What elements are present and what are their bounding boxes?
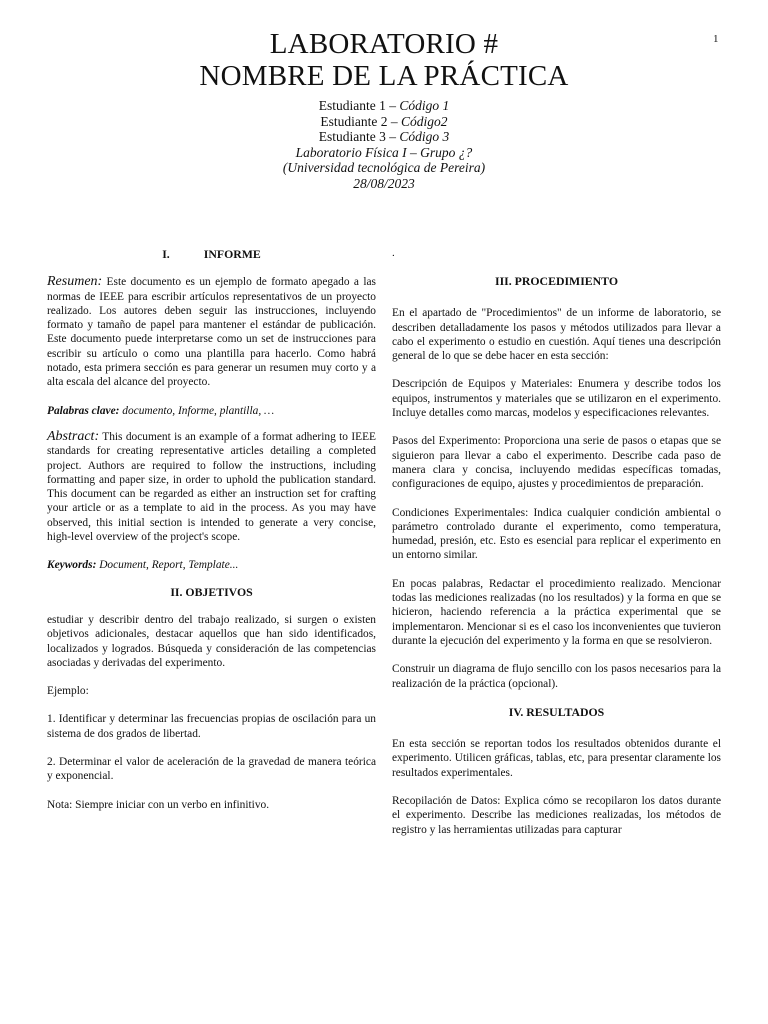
course-line: Laboratorio Física I – Grupo ¿? [295, 144, 473, 160]
section-heading-resultados: IV. RESULTADOS [508, 704, 605, 719]
procedimiento-paragraph-1: En el apartado de "Procedimientos" de un informe de laboratorio, se describen detalladamente los pasos y métodos utilizados para llevar a cabo el experimento o estudio en cuestión. Aquí tienes una descripción general de lo que se debe hacer en esta sección: [392, 307, 721, 363]
keywords-label: Keywords: [47, 559, 97, 572]
procedimiento-paragraph-5: En pocas palabras, Redactar el procedimiento realizado. Mencionar todas las mediciones realizadas (no los resultados) y la forma en que se hicieron, haciendo referencia a la práctica experimental que se implementaron. Mencionar si es el caso los inconvenientes que tuvieron durante la ejecución del experimento y la forma en que se resolvieron. [392, 577, 721, 647]
resultados-paragraph-1: En esta sección se reportan todos los resultados obtenidos durante el experimento. Utilicen gráficas, tablas, etc, para presentar claramente los resultados experimentales. [392, 738, 721, 779]
page-number: 1 [713, 33, 719, 45]
stray-dot: . [392, 247, 395, 259]
objetivo-item-1: 1. Identificar y determinar las frecuencias propias de oscilación para un sistema de dos grados de libertad. [47, 713, 376, 740]
university-line: (Universidad tecnológica de Pereira) [282, 160, 486, 175]
abstract-text: This document is an example of a format adhering to IEEE standards for creating representative articles detailing a completed project. Authors are required to follow the instructions, including formatting and paper size, in order to uphold the publication standard. This document can be regarded as either an instruction set for crafting your article or as a template to aid in the process. As you may have observed, this initial section is intended to generate a very concise, high-level overview of the project's scope. [47, 430, 376, 544]
heading-numeral: I. [162, 247, 170, 261]
resumen-label: Resumen: [47, 274, 103, 290]
author-3 [0, 129, 768, 145]
section-heading-objetivos: II. OBJETIVOS [170, 584, 253, 599]
section-heading-procedimiento: III. PROCEDIMIENTO [494, 274, 618, 288]
author-block [0, 98, 768, 191]
procedimiento-paragraph-6: Construir un diagrama de flujo sencillo con los pasos necesarios para la realización de la práctica (opcional). [392, 663, 721, 690]
abstract-paragraph [47, 430, 376, 544]
resultados-paragraph-2: Recopilación de Datos: Explica cómo se recopilaron los datos durante el experimento. Describe las mediciones realizadas, los métodos de registro y las herramientas utilizadas para capturar [392, 795, 721, 836]
abstract-label: Abstract: [47, 428, 100, 444]
objetivo-item-2: 2. Determinar el valor de aceleración de la gravedad de manera teórica y exponencial. [47, 756, 376, 783]
procedimiento-paragraph-2: Descripción de Equipos y Materiales: Enumera y describe todos los equipos, instrumentos y materiales que se utilizaron en el experimento. Incluye detalles como marcas, modelos y especificaciones relevantes. [392, 378, 721, 420]
author-name: Estudiante 2 – [320, 113, 402, 129]
palabras-clave [47, 404, 376, 418]
title-block [0, 28, 768, 191]
author-2 [0, 114, 768, 130]
left-column [47, 247, 376, 812]
section-heading-informe [47, 247, 376, 261]
keywords-text: Document, Report, Template... [96, 559, 239, 572]
author-name: Estudiante 1 – [318, 98, 400, 113]
procedimiento-paragraph-4: Condiciones Experimentales: Indica cualquier condición ambiental o parámetro controlado durante el experimento, como temperatura, humedad, presión, etc. Esto es esencial para replicar el experimento en un entorno similar. [392, 506, 721, 562]
author-code: Código 3 [399, 129, 450, 144]
keywords [47, 558, 376, 572]
heading-label: INFORME [203, 247, 261, 261]
resumen-text: Este documento es un ejemplo de formato apegado a las normas de IEEE para escribir artículos representativos de un proyecto realizado. Los autores deben seguir las instrucciones, incluyendo formato y tamaño de papel para mantener el estándar de publicación. Este documento puede interpretarse como un set de instrucciones para escribir su artículo o como una plantilla para hacerlo. Como habrá notado, esta primera sección es para generar un resumen muy corto y a alta escala del alcance del proyecto. [47, 276, 376, 389]
author-code: Código 1 [399, 98, 450, 113]
objetivos-paragraph: estudiar y describir dentro del trabajo realizado, si surgen o existen objetivos adicionales, destacar aquellos que han sido identificados, localizados y logrados. Búsqueda y consideración de las competencias asociadas y derivadas del experimento. [47, 613, 376, 669]
author-code: Código2 [401, 113, 448, 129]
nota-paragraph: Nota: Siempre iniciar con un verbo en infinitivo. [47, 798, 270, 811]
doc-title-line2: NOMBRE DE LA PRÁCTICA [199, 60, 569, 92]
date-line: 28/08/2023 [353, 175, 415, 191]
author-name: Estudiante 3 – [318, 129, 400, 144]
author-1 [0, 98, 768, 114]
right-column [392, 274, 721, 837]
procedimiento-paragraph-3: Pasos del Experimento: Proporciona una serie de pasos o etapas que se siguieron para llevar a cabo el experimento. Describe cada paso de manera clara y concisa, incluyendo medidas específicas tomadas, configuraciones de equipo, ajustes y procedimientos de preparación. [392, 435, 721, 491]
doc-title-line1: LABORATORIO # [269, 28, 499, 60]
resumen-paragraph [47, 275, 376, 389]
palabras-label: Palabras clave: [47, 404, 120, 417]
palabras-text: documento, Informe, plantilla, … [119, 404, 275, 417]
ejemplo-label: Ejemplo: [47, 685, 89, 698]
